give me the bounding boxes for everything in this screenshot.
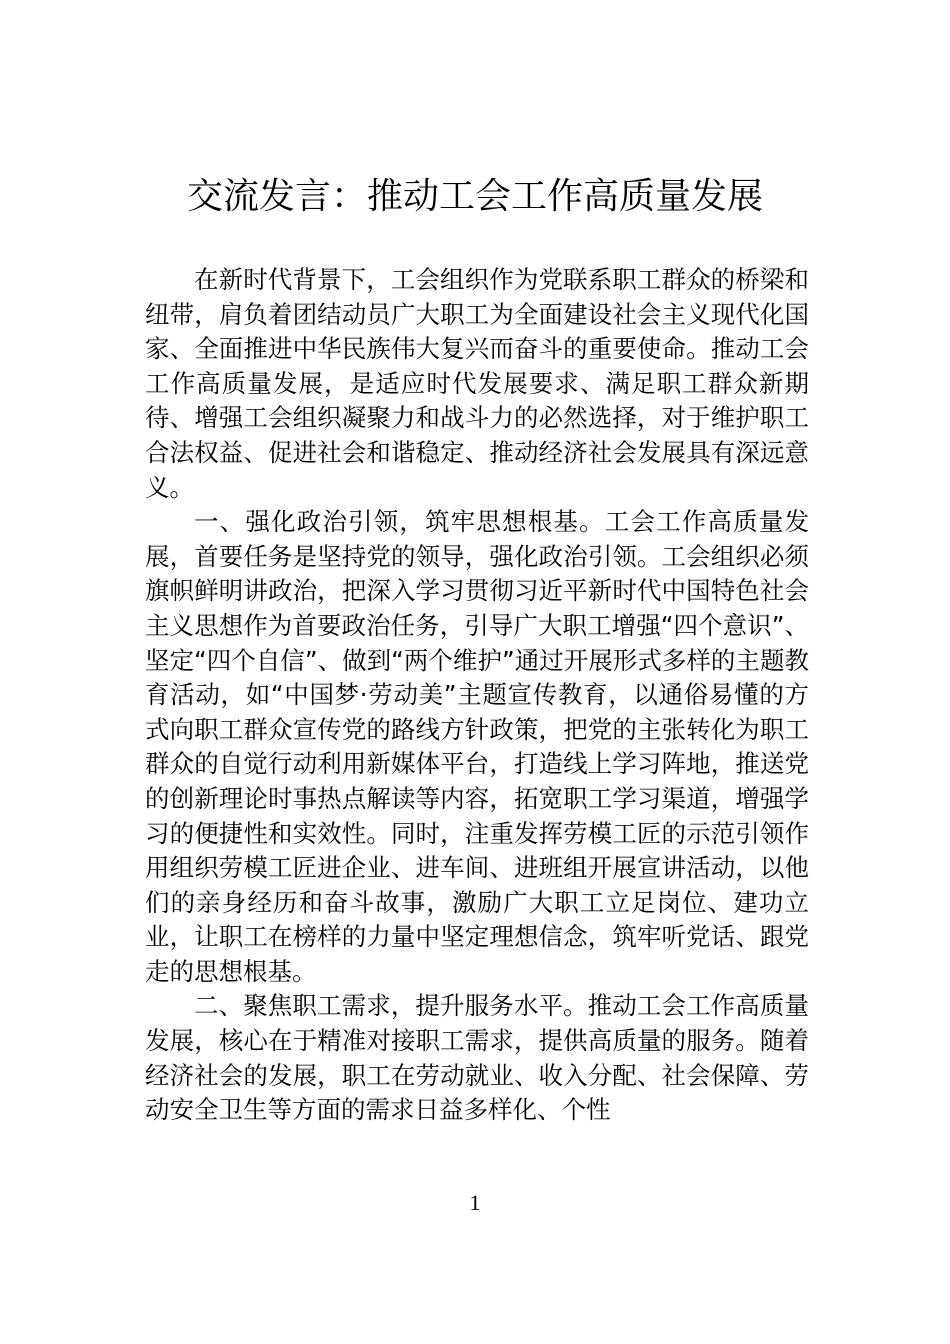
page-number: 1: [469, 1190, 481, 1215]
paragraph-intro: 在新时代背景下，工会组织作为党联系职工群众的桥梁和纽带，肩负着团结动员广大职工为全面建设社会主义现代化国家、全面推进中华民族伟大复兴而奋斗的重要使命。推动工会工作高质量发展，是适应时代发展要求、满足职工群众新期待、增强工会组织凝聚力和战斗力的必然选择，对于维护职工合法权益、促进社会和谐稳定、推动经济社会发展具有深远意义。: [145, 265, 809, 502]
document-body: [145, 263, 809, 1128]
document-title: 交流发言：推动工会工作高质量发展: [186, 176, 763, 217]
paragraph-section-two: 二、聚焦职工需求，提升服务水平。推动工会工作高质量发展，核心在于精准对接职工需求，提供高质量的服务。随着经济社会的发展，职工在劳动就业、收入分配、社会保障、劳动安全卫生等方面的需求日益多样化、个性: [145, 991, 809, 1125]
paragraph-section-one: 一、强化政治引领，筑牢思想根基。工会工作高质量发展，首要任务是坚持党的领导，强化政治引领。工会组织必须旗帜鲜明讲政治，把深入学习贯彻习近平新时代中国特色社会主义思想作为首要政治任务，引导广大职工增强“四个意识”、坚定“四个自信”、做到“两个维护”通过开展形式多样的主题教育活动，如“中国梦·劳动美”主题宣传教育，以通俗易懂的方式向职工群众宣传党的路线方针政策，把党的主张转化为职工群众的自觉行动利用新媒体平台，打造线上学习阵地，推送党的创新理论时事热点解读等内容，拓宽职工学习渠道，增强学习的便捷性和实效性。同时，注重发挥劳模工匠的示范引领作用组织劳模工匠进企业、进车间、进班组开展宣讲活动，以他们的亲身经历和奋斗故事，激励广大职工立足岗位、建功立业，让职工在榜样的力量中坚定理想信念，筑牢听党话、跟党走的思想根基。: [145, 507, 809, 986]
